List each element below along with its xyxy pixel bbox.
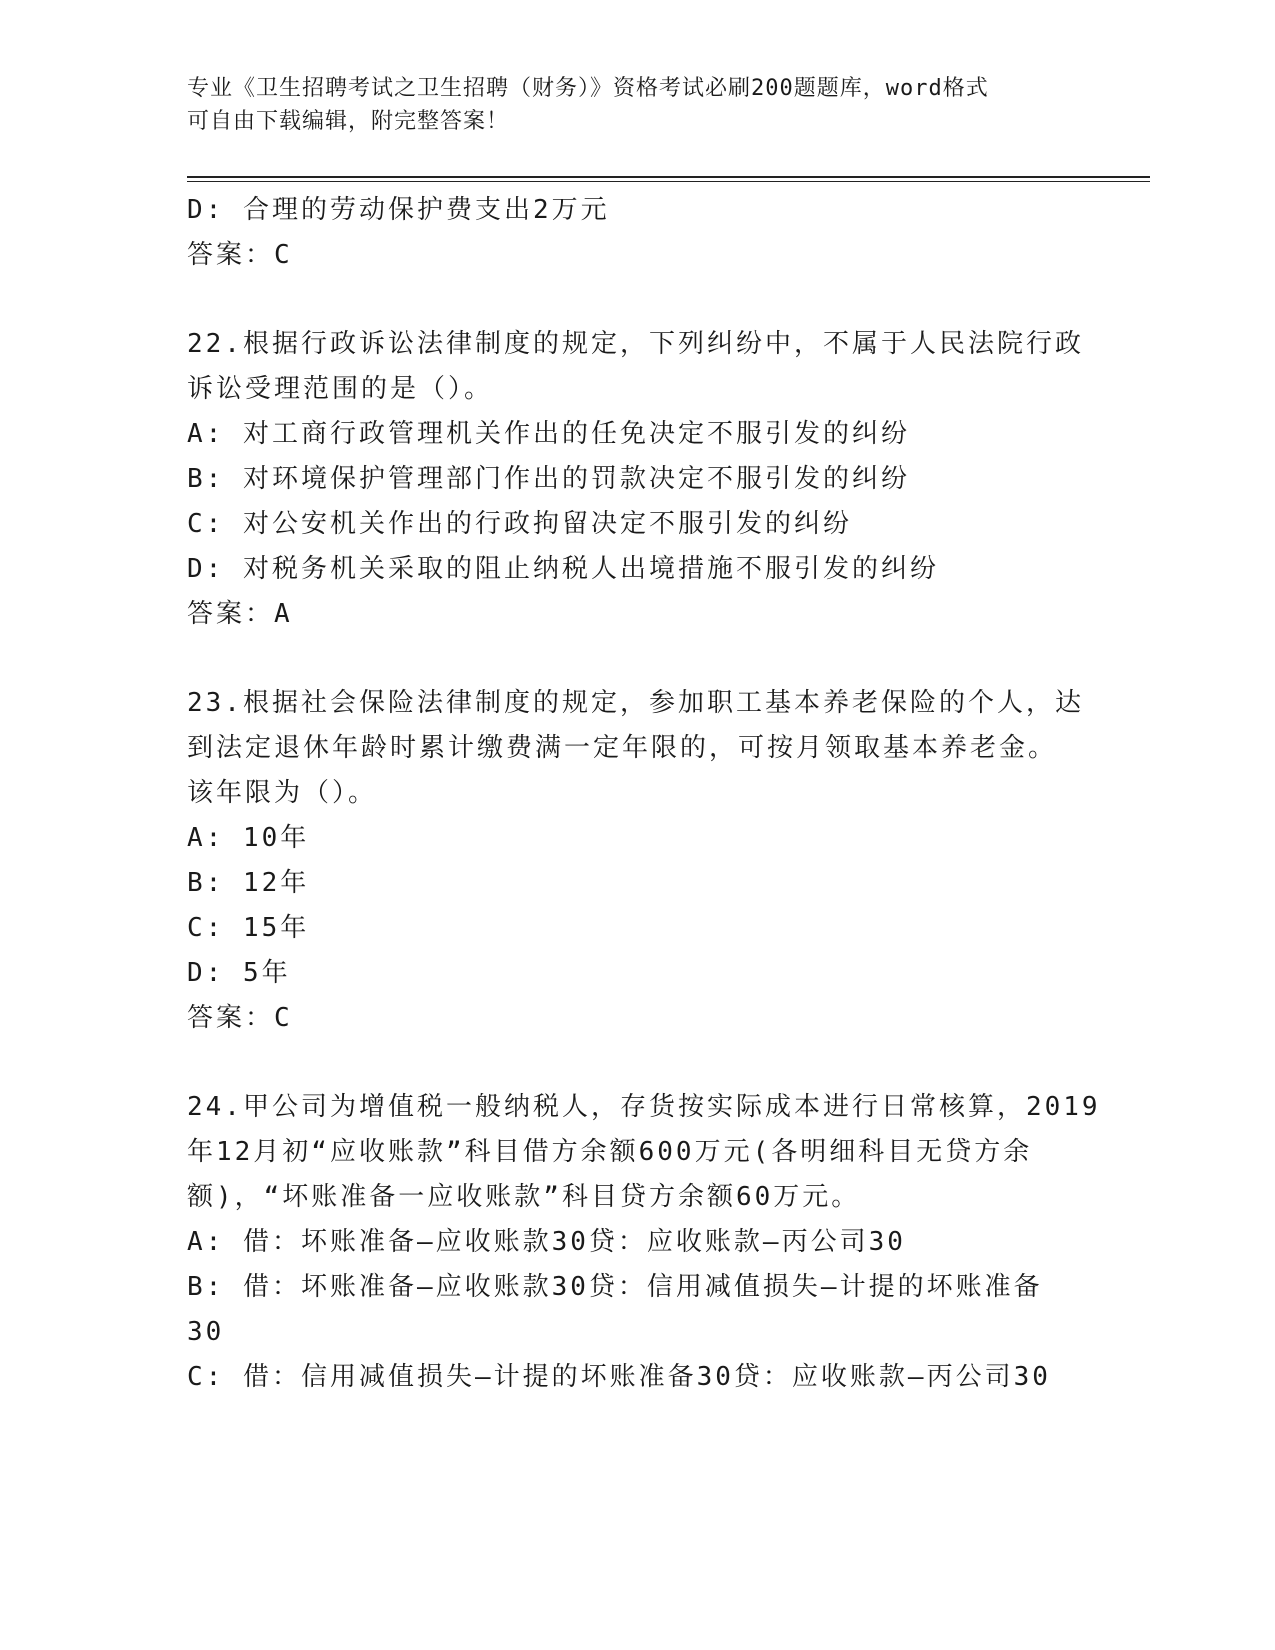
- q22-option-b: B: 对环境保护管理部门作出的罚款决定不服引发的纠纷: [187, 464, 910, 494]
- q22-option-c: C: 对公安机关作出的行政拘留决定不服引发的纠纷: [187, 509, 852, 539]
- q22-option-d: D: 对税务机关采取的阻止纳税人出境措施不服引发的纠纷: [187, 554, 939, 584]
- q23-option-d: D: 5年: [187, 958, 291, 988]
- q23-option-a: A: 10年: [187, 823, 310, 853]
- q23-answer: 答案：C: [187, 1003, 293, 1033]
- q22-stem-line-1: 22.根据行政诉讼法律制度的规定，下列纠纷中，不属于人民法院行政: [187, 329, 1084, 359]
- q24-option-c: C: 借：信用减值损失—计提的坏账准备30贷：应收账款—丙公司30: [187, 1362, 1051, 1392]
- prev-answer: 答案：C: [187, 240, 293, 270]
- page-header: [187, 72, 1087, 138]
- q23-option-c: C: 15年: [187, 913, 310, 943]
- q22-stem-line-2: 诉讼受理范围的是（）。: [187, 374, 494, 404]
- q24-stem-line-1: 24.甲公司为增值税一般纳税人，存货按实际成本进行日常核算，2019: [187, 1092, 1101, 1122]
- q24-stem-line-3: 额)，“坏账准备一应收账款”科目贷方余额60万元。: [187, 1182, 861, 1212]
- q22-answer: 答案：A: [187, 599, 293, 629]
- q24-stem-line-2: 年12月初“应收账款”科目借方余额600万元(各明细科目无贷方余: [187, 1137, 1033, 1167]
- q23-stem-line-2: 到法定退休年龄时累计缴费满一定年限的，可按月领取基本养老金。: [187, 733, 1058, 763]
- q23-option-b: B: 12年: [187, 868, 310, 898]
- q23-stem-line-1: 23.根据社会保险法律制度的规定，参加职工基本养老保险的个人，达: [187, 688, 1084, 718]
- q23-stem-line-3: 该年限为（）。: [187, 778, 378, 808]
- document-body: [187, 188, 1101, 1400]
- prev-option-d: D: 合理的劳动保护费支出2万元: [187, 195, 610, 225]
- header-line-2: 可自由下载编辑，附完整答案！: [187, 109, 510, 134]
- q24-option-b-line-1: B: 借：坏账准备—应收账款30贷：信用减值损失—计提的坏账准备: [187, 1272, 1043, 1302]
- q22-option-a: A: 对工商行政管理机关作出的任免决定不服引发的纠纷: [187, 419, 910, 449]
- q24-option-a: A: 借：坏账准备—应收账款30贷：应收账款—丙公司30: [187, 1227, 906, 1257]
- header-divider-thick: [187, 176, 1150, 178]
- q24-option-b-line-2: 30: [187, 1317, 225, 1347]
- header-divider-thin: [187, 181, 1150, 182]
- header-line-1: 专业《卫生招聘考试之卫生招聘（财务）》资格考试必刷200题题库，word格式: [187, 76, 989, 101]
